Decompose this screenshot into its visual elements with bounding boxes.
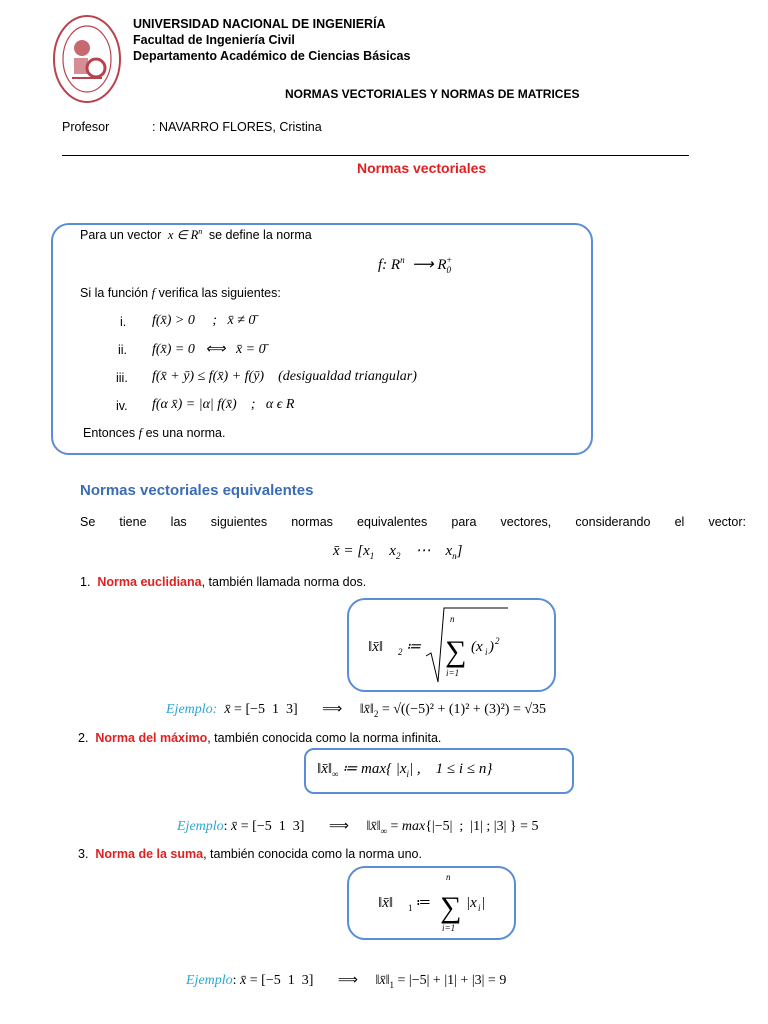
f-symbol: f	[151, 286, 156, 300]
norm-1-formula	[368, 606, 548, 686]
norm-3-heading	[78, 847, 422, 861]
condition-1: f(x̄) > 0 ; x̄ ≠ 0̄	[152, 313, 256, 328]
definition-box	[51, 223, 593, 455]
norm-3-example: Ejemplo: x̄ = [−5 1 3] ⟹ $‖x̄‖_1 = |-5| + |1| + |3| = 9$	[186, 973, 507, 990]
svg-text:∑: ∑	[440, 891, 462, 924]
norm-3-num: 3.	[78, 847, 89, 861]
norm-1-name: Norma euclidiana	[97, 575, 202, 589]
svg-text:|x: |x	[466, 895, 477, 911]
norm-2-example: Ejemplo: x̄ = [−5 1 3] ⟹ $‖x̄‖_\infty = \max\{|-5|$ ; |1| ; |3| } = 5	[177, 819, 539, 836]
norm-3-formula	[378, 870, 508, 936]
norm-3-desc: , también conocida como la norma uno.	[203, 847, 422, 861]
svg-text:i=1: i=1	[446, 668, 460, 678]
vector-in-rn: x ∈ $R^n$	[164, 227, 203, 243]
svg-text:n: n	[446, 872, 451, 882]
condition-num-3: iii.	[116, 371, 128, 385]
equivalent-norms-intro: Se tiene las siguientes normas equivalentes para vectores, considerando el vector:	[80, 515, 746, 529]
svg-text:|: |	[482, 895, 486, 911]
svg-text:n: n	[450, 614, 455, 624]
condition-num-2: ii.	[118, 343, 128, 357]
norm-1-desc: , también llamada norma dos.	[201, 575, 367, 589]
section-title-equivalent-norms: Normas vectoriales equivalentes	[80, 482, 314, 499]
svg-text:‖x̄‖: ‖x̄‖	[378, 895, 394, 911]
svg-text:i: i	[485, 647, 488, 657]
svg-text:i=1: i=1	[442, 923, 456, 933]
svg-text:‖x̄‖: ‖x̄‖	[368, 639, 384, 655]
vector-definition: x̄ = [$x_1$ $x_2$ ⋯ $x_n$]	[333, 543, 463, 561]
norm-2-desc: , también conocida como la norma infinita.	[207, 731, 442, 745]
norm-3-name: Norma de la suma	[95, 847, 204, 861]
header-divider	[62, 155, 689, 156]
svg-text:≔: ≔	[406, 639, 421, 655]
conclusion-a: Entonces	[83, 426, 136, 440]
svg-text:i: i	[478, 903, 481, 913]
triangle-inequality-note: (desigualdad triangular)	[278, 369, 417, 384]
condition-intro	[80, 286, 281, 301]
intro-text-b: se define la norma	[208, 228, 312, 243]
faculty-name: Facultad de Ingeniería Civil	[133, 33, 295, 47]
condition-intro-a: Si la función	[80, 286, 149, 300]
svg-text:2: 2	[398, 647, 403, 657]
condition-intro-b: verifica las siguientes:	[158, 286, 281, 300]
norm-2-example-label: Ejemplo	[177, 819, 224, 834]
norm-1-example: Ejemplo: x̄ = [−5 1 3] ⟹ $‖x̄‖_2 = √((-5)^2 + (1)^2 + (3)^2) = √35$	[166, 702, 547, 719]
condition-num-4: iv.	[116, 399, 128, 413]
svg-text:≔: ≔	[416, 895, 431, 911]
norm-2-num: 2.	[78, 731, 89, 745]
professor-label: Profesor	[62, 120, 110, 134]
conclusion-b: es una norma.	[145, 426, 226, 440]
intro-text-a: Para un vector	[80, 228, 162, 243]
document-title: NORMAS VECTORIALES Y NORMAS DE MATRICES	[285, 87, 580, 101]
norm-1-heading	[80, 575, 366, 589]
f-symbol-2: f	[138, 426, 143, 440]
definition-conclusion	[83, 426, 226, 441]
university-name: UNIVERSIDAD NACIONAL DE INGENIERÍA	[133, 17, 386, 31]
norm-2-heading	[78, 731, 441, 745]
norm-1-example-label: Ejemplo:	[166, 702, 218, 717]
condition-num-1: i.	[120, 315, 127, 329]
condition-3: f(x̄ + ȳ) ≤ f(x̄) + f(ȳ) (desigualdad triangular)	[152, 369, 417, 384]
svg-text:∑: ∑	[445, 635, 467, 668]
condition-2: f(x̄) = 0 ⟺ x̄ = 0̄	[152, 342, 266, 357]
norm-1-num: 1.	[80, 575, 91, 589]
svg-text:2: 2	[495, 636, 500, 646]
definition-intro	[80, 227, 312, 243]
function-mapping: f: $R^n$ ⟶ $R_0^+$	[378, 255, 453, 275]
university-seal-icon	[52, 14, 122, 104]
norm-3-example-label: Ejemplo	[186, 973, 233, 988]
condition-4: f(α x̄) = |α| f(x̄) ; α ϵ R	[152, 397, 295, 412]
svg-text:1: 1	[408, 903, 413, 913]
svg-text:): )	[489, 639, 494, 655]
norm-2-formula: $‖x̄‖_\infty$ ≔ max{ $|x_i|$ , 1 ≤ i ≤ n}	[317, 761, 493, 779]
svg-text:(x: (x	[471, 639, 483, 655]
department-name: Departamento Académico de Ciencias Básicas	[133, 49, 411, 63]
norm-2-name: Norma del máximo	[95, 731, 208, 745]
professor-name: : NAVARRO FLORES, Cristina	[152, 120, 322, 134]
section-title-normas-vectoriales: Normas vectoriales	[357, 160, 487, 176]
